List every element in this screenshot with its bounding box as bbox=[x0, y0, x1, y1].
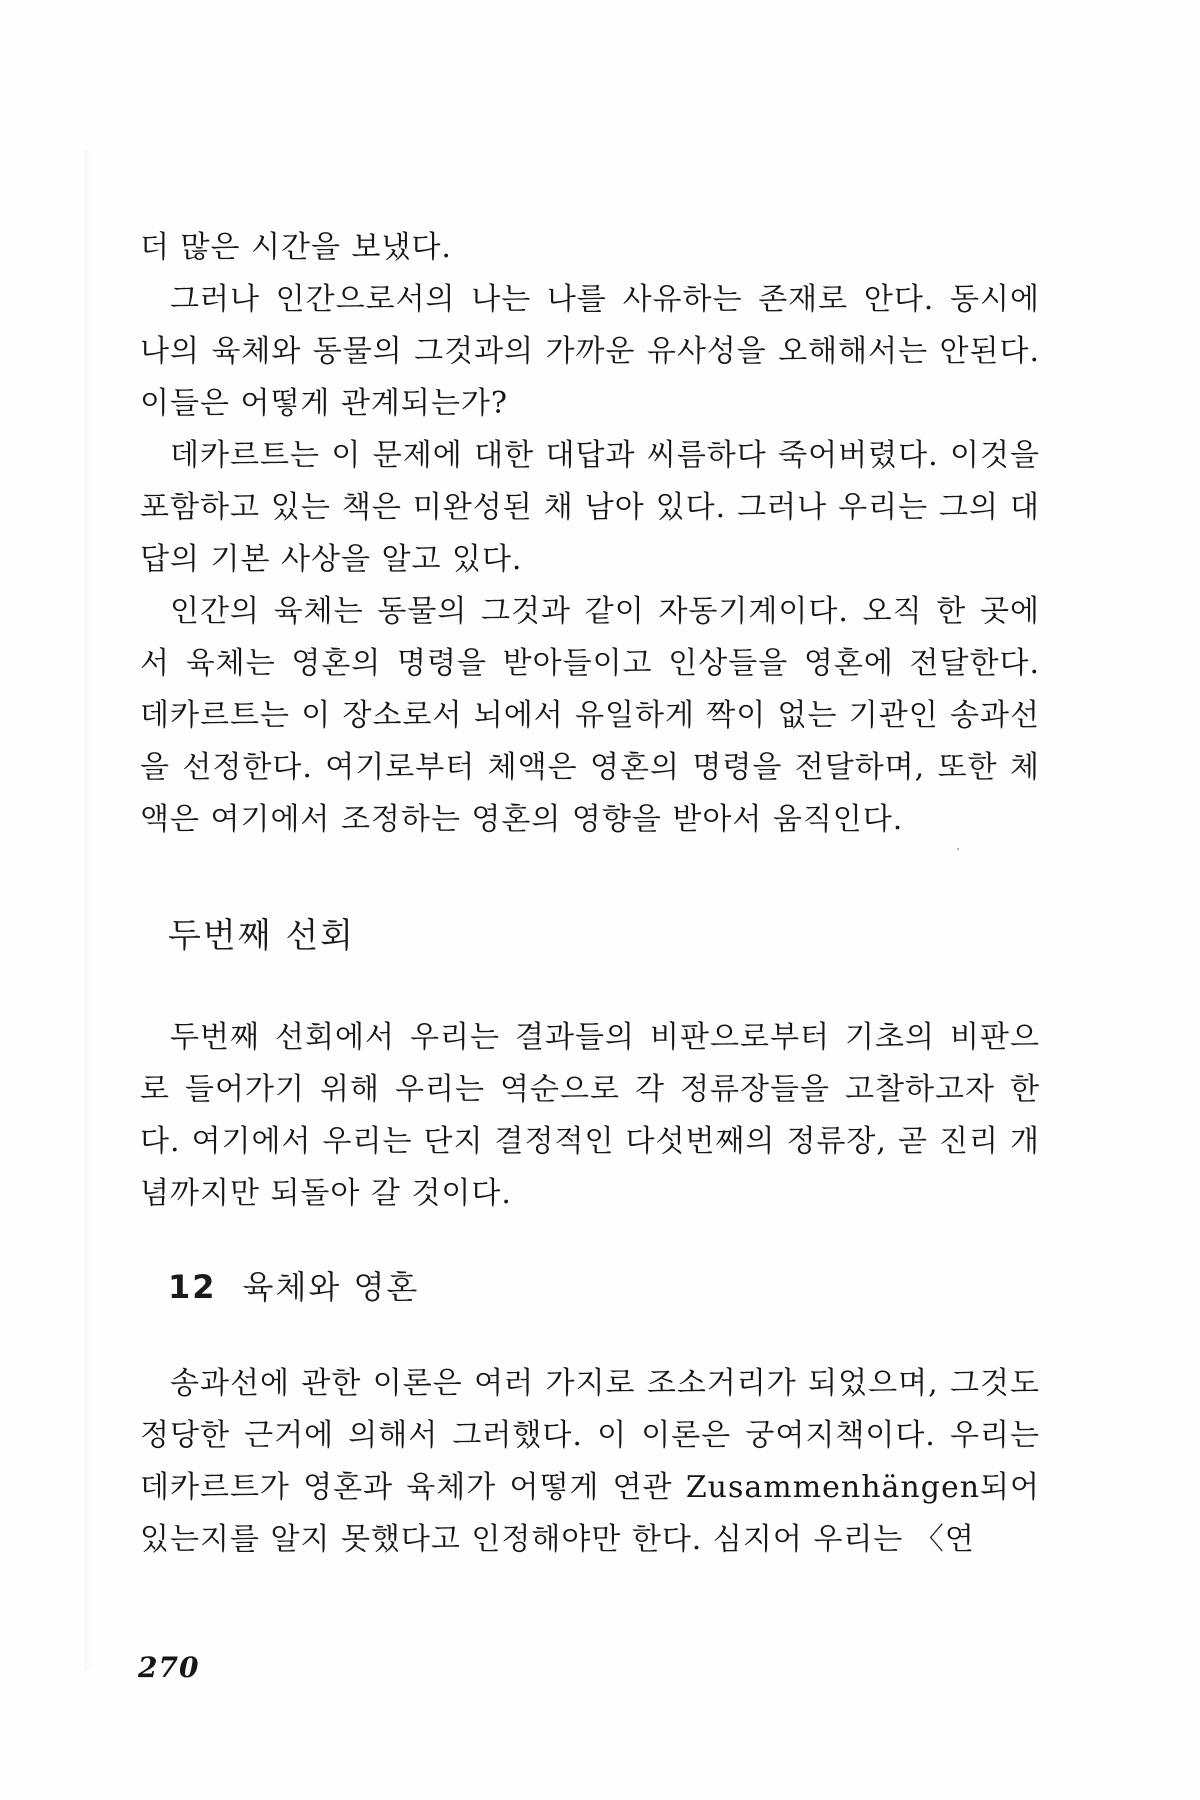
chapter-title: 육체와 영혼 bbox=[242, 1268, 420, 1306]
chapter-heading bbox=[168, 1262, 419, 1308]
paragraph: 송과선에 관한 이론은 여러 가지로 조소거리가 되었으며, 그것도 정당한 근거에 의해서 그러했다. 이 이론은 궁여지책이다. 우리는 데카르트가 영혼과 육체가 어떻게 연관 Zusammenhängen되어 있는지를 알지 못했다고 인정해야만 한다. 심지어 우리는 〈연 bbox=[140, 1366, 1040, 1557]
paragraph: 그러나 인간으로서의 나는 나를 사유하는 존재로 안다. 동시에 나의 육체와 동물의 그것과의 가까운 유사성을 오해해서는 안된다. 이들은 어떻게 관계되는가? bbox=[140, 282, 1040, 421]
body-text-block-3 bbox=[140, 1358, 1040, 1566]
gutter-shadow bbox=[84, 150, 94, 1670]
paragraph: 데카르트는 이 문제에 대한 대답과 씨름하다 죽어버렸다. 이것을 포함하고 있는 책은 미완성된 채 남아 있다. 그러나 우리는 그의 대답의 기본 사상을 알고 있다. bbox=[140, 438, 1040, 577]
body-text-block-2 bbox=[140, 1012, 1040, 1220]
scan-speck bbox=[957, 848, 959, 850]
page-number: 270 bbox=[138, 1651, 200, 1684]
paragraph: 두번째 선회에서 우리는 결과들의 비판으로부터 기초의 비판으로 들어가기 위해 우리는 역순으로 각 정류장들을 고찰하고자 한다. 여기에서 우리는 단지 결정적인 다섯번째의 정류장, 곧 진리 개념까지만 되돌아 갈 것이다. bbox=[140, 1020, 1040, 1211]
paragraph: 인간의 육체는 동물의 그것과 같이 자동기계이다. 오직 한 곳에서 육체는 영혼의 명령을 받아들이고 인상들을 영혼에 전달한다. 데카르트는 이 장소로서 뇌에서 유일하게 짝이 없는 기관인 송과선을 선정한다. 여기로부터 체액은 영혼의 명령을 전달하며, 또한 체액은 여기에서 조정하는 영혼의 영향을 받아서 움직인다. bbox=[140, 594, 1040, 837]
paragraph-continuation: 더 많은 시간을 보냈다. bbox=[140, 230, 452, 265]
body-text-block-1 bbox=[140, 222, 1040, 846]
section-heading: 두번째 선회 bbox=[168, 916, 356, 956]
chapter-number: 12 bbox=[168, 1268, 217, 1306]
